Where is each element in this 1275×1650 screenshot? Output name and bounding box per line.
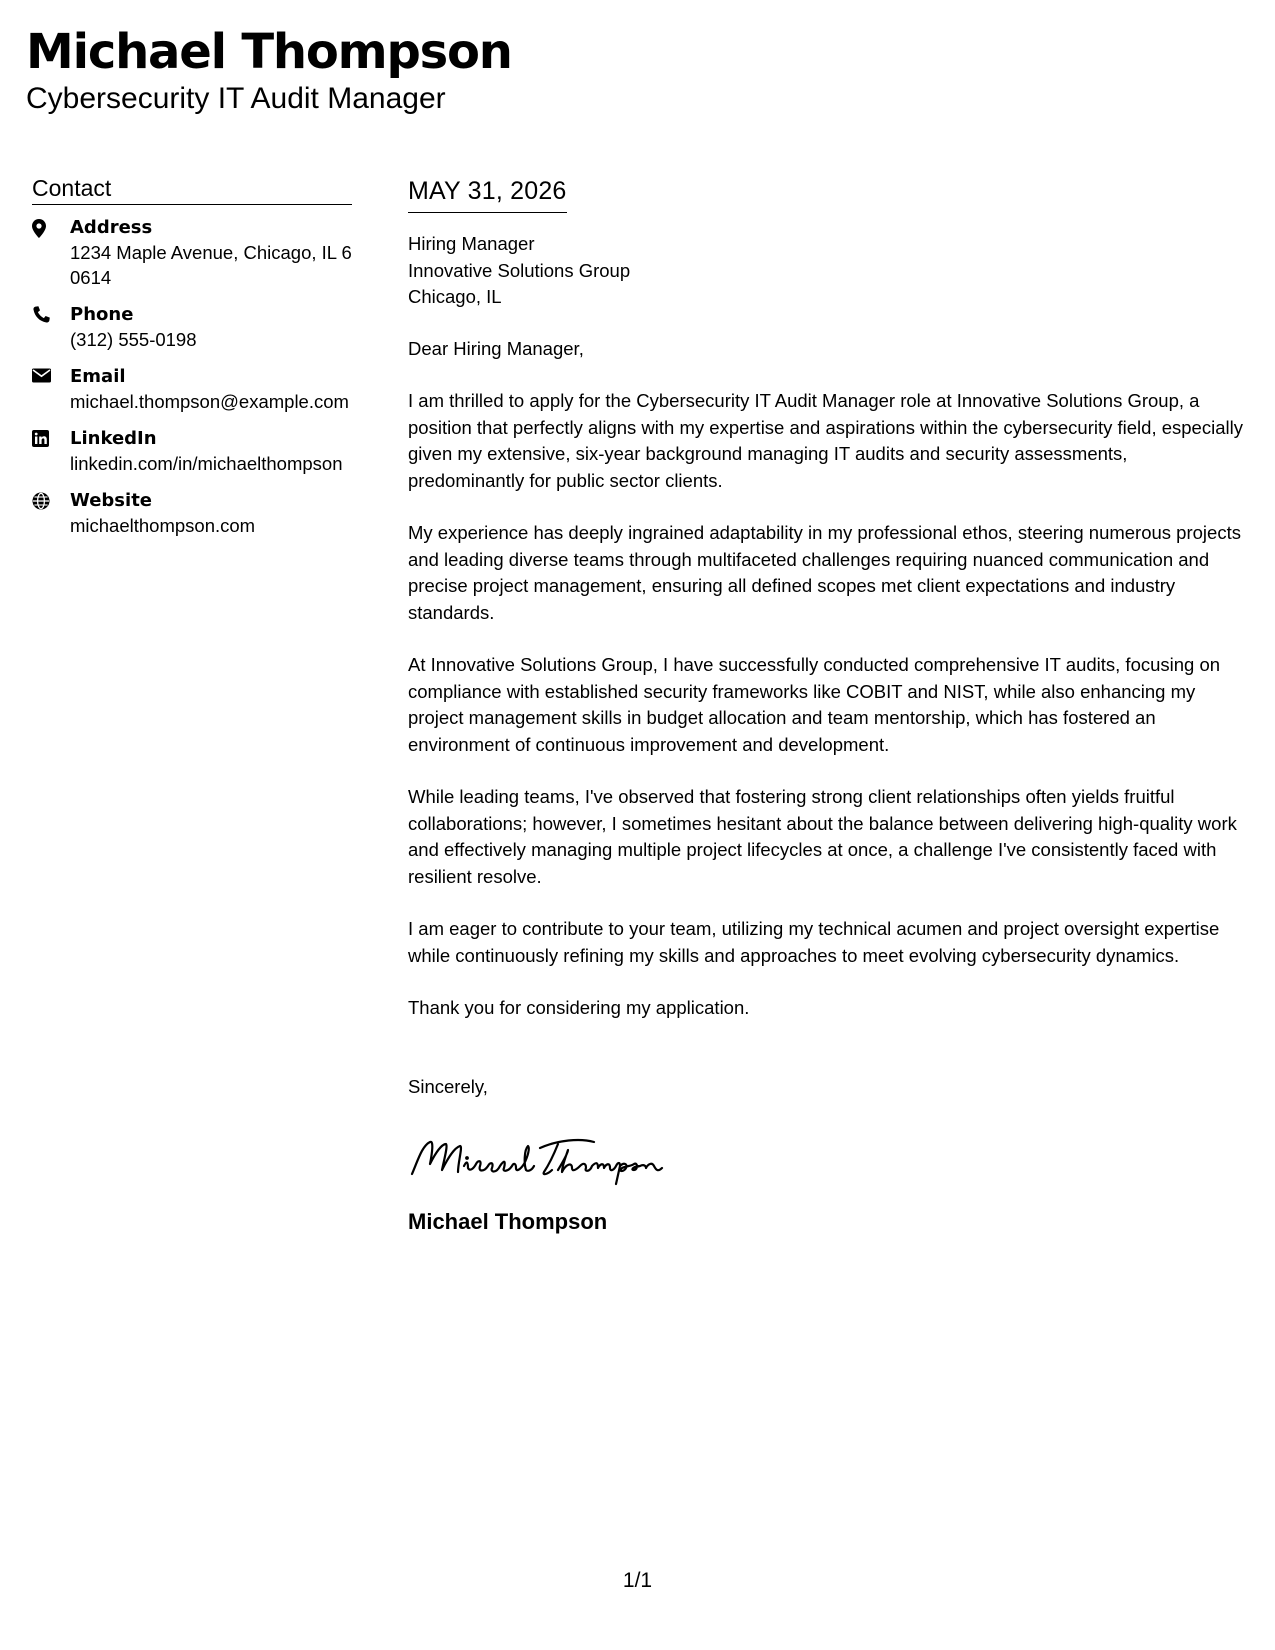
contact-label: Website — [70, 490, 153, 511]
contact-item-email — [32, 364, 352, 414]
closing: Sincerely, — [408, 1075, 488, 1097]
envelope-icon — [32, 364, 70, 383]
contact-value: 1234 Maple Avenue, Chicago, IL 60614 — [70, 242, 352, 288]
contact-heading: Contact — [32, 174, 352, 205]
applicant-name: Michael Thompson — [26, 24, 512, 80]
letter-date-container — [408, 176, 567, 213]
contact-value: michaelthompson.com — [70, 515, 256, 536]
linkedin-icon — [32, 426, 70, 447]
contact-label: Email — [70, 366, 126, 387]
contact-value: michael.thompson@example.com — [70, 391, 349, 412]
body-paragraph: Thank you for considering my application. — [408, 997, 750, 1018]
contact-item-address — [32, 215, 352, 290]
contact-item-linkedin — [32, 426, 352, 476]
letter-date: MAY 31, 2026 — [408, 177, 567, 205]
applicant-title: Cybersecurity IT Audit Manager — [26, 82, 446, 115]
body-paragraph: At Innovative Solutions Group, I have successfully conducted comprehensive IT audits, focusing on compliance with established security frameworks like COBIT and NIST, while also enhancing my project management skills in budget allocation and team mentorship, which has fostered an environment of continuous improvement and development. — [408, 654, 1221, 755]
contact-value: linkedin.com/in/michaelthompson — [70, 453, 343, 474]
signer-name: Michael Thompson — [408, 1209, 608, 1234]
body-paragraph: I am eager to contribute to your team, utilizing my technical acumen and project oversight expertise while continuously refining my skills and approaches to meet evolving cybersecurity dynamics. — [408, 918, 1220, 966]
body-paragraph: My experience has deeply ingrained adaptability in my professional ethos, steering numerous projects and leading diverse teams through multifaceted challenges requiring nuanced communication and precise project management, ensuring all defined scopes met client expectations and industry standards. — [408, 522, 1241, 623]
recipient-line: Innovative Solutions Group — [408, 259, 631, 281]
body-paragraph: While leading teams, I've observed that fostering strong client relationships often yields fruitful collaborations; however, I sometimes hesitant about the balance between delivering high-quality work and effectively managing multiple project lifecycles at once, a challenge I've consistently faced with resilient resolve. — [408, 786, 1237, 887]
recipient-line: Hiring Manager — [408, 233, 535, 254]
globe-icon — [32, 488, 70, 510]
handwritten-signature — [408, 1130, 1248, 1190]
contact-label: LinkedIn — [70, 428, 157, 449]
contact-item-phone — [32, 302, 352, 352]
salutation: Dear Hiring Manager, — [408, 337, 584, 359]
recipient-line: Chicago, IL — [408, 286, 502, 307]
letter-header — [26, 22, 512, 116]
contact-item-website — [32, 488, 352, 538]
map-pin-icon — [32, 215, 70, 238]
contact-value: (312) 555-0198 — [70, 329, 197, 350]
contact-label: Phone — [70, 304, 134, 325]
letter-body — [408, 176, 1248, 1236]
body-paragraph: I am thrilled to apply for the Cybersecurity IT Audit Manager role at Innovative Solutions Group, a position that perfectly aligns with my expertise and aspirations within the cybersecurity field, especially given my extensive, six-year background managing IT audits and security assessments, predominantly for public sector clients. — [408, 390, 1243, 491]
phone-icon — [32, 302, 70, 324]
page-number: 1/1 — [622, 1569, 653, 1592]
recipient-block — [408, 231, 1248, 311]
contact-label: Address — [70, 217, 153, 238]
contact-sidebar — [32, 174, 352, 550]
